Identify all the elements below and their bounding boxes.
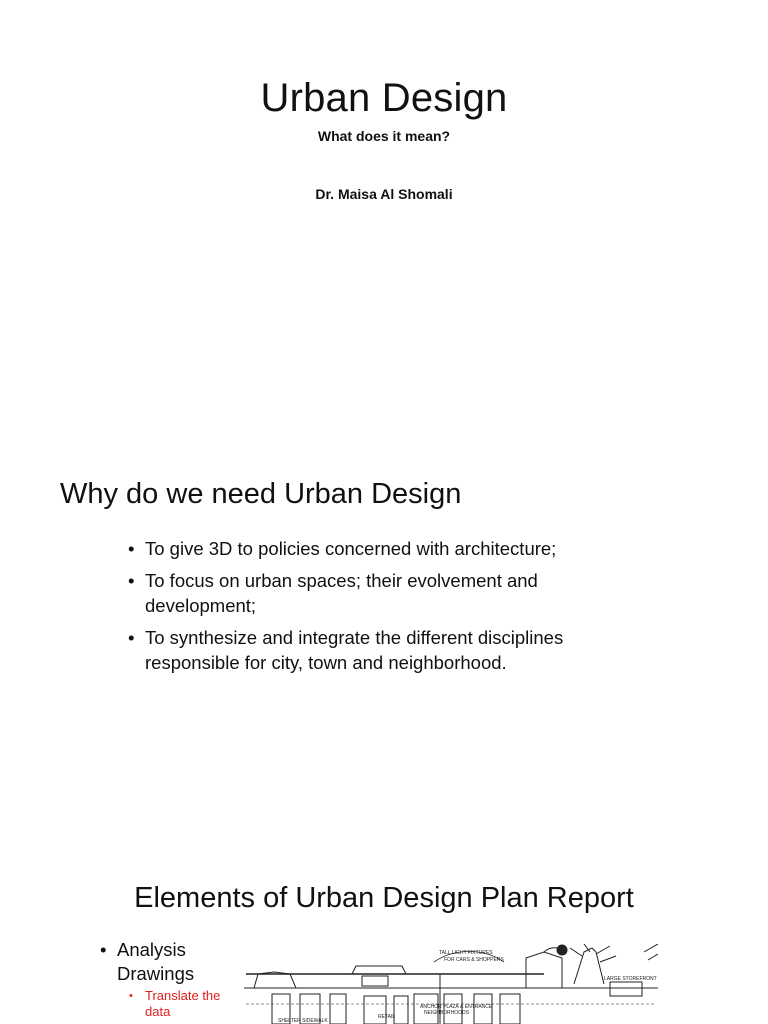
svg-text:ANCHOR PLAZA & ENTRANCE: ANCHOR PLAZA & ENTRANCE — [420, 1004, 493, 1010]
svg-text:TALL LIGHT FIXTURES: TALL LIGHT FIXTURES — [439, 950, 493, 956]
slide-title-heading: Urban Design — [260, 76, 508, 120]
street-sketch-image — [244, 944, 658, 1024]
list-item: • To focus on urban spaces; their evolvement and development; — [128, 570, 538, 616]
bullet-icon: • — [129, 990, 133, 1002]
slide-heading: Why do we need Urban Design — [60, 478, 462, 510]
bullet-list — [128, 536, 648, 682]
slide-why-urban-design — [0, 432, 768, 864]
svg-text:FOR CARS & SHOPPERS: FOR CARS & SHOPPERS — [444, 957, 504, 963]
bullet-icon: • — [128, 627, 135, 648]
bullet-icon: • — [100, 939, 107, 960]
list-item: • To synthesize and integrate the different disciplines responsible for city, town and neighborhood. — [128, 627, 564, 673]
svg-text:RETAIL: RETAIL — [378, 1014, 396, 1020]
svg-text:NEIGHBORHOODS: NEIGHBORHOODS — [424, 1010, 470, 1016]
slide-title — [0, 0, 768, 432]
bullet-icon: • — [128, 570, 135, 591]
svg-text:SHELTER SIDEWALK: SHELTER SIDEWALK — [278, 1018, 328, 1024]
svg-text:LARGE STOREFRONT: LARGE STOREFRONT — [604, 976, 657, 982]
sub-bullet-list — [117, 988, 240, 1020]
bullet-list — [100, 938, 240, 1020]
list-item: • Analysis Drawings • Translate the data — [100, 938, 240, 1020]
slide-elements-report — [0, 864, 768, 1024]
slide-heading: Elements of Urban Design Plan Report — [134, 882, 634, 914]
list-item: • To give 3D to policies concerned with architecture; — [128, 538, 557, 559]
author-name: Dr. Maisa Al Shomali — [315, 186, 453, 202]
sub-list-item: • Translate the data — [129, 988, 221, 1019]
bullet-icon: • — [128, 538, 135, 559]
slide-subtitle: What does it mean? — [317, 128, 451, 144]
